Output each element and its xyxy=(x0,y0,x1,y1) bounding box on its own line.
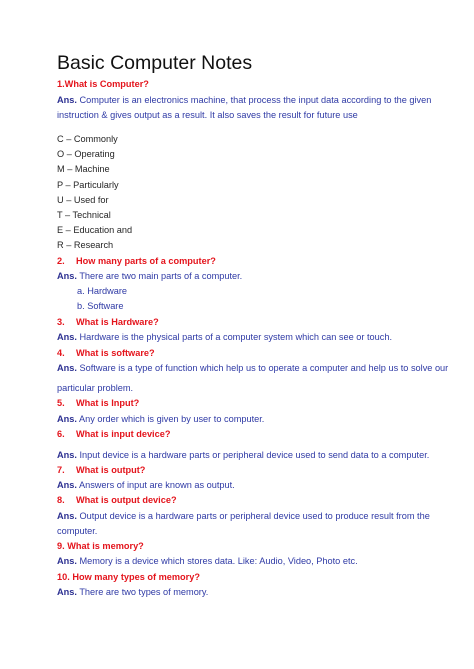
answer-text: Hardware is the physical parts of a computer system which can see or touch. xyxy=(79,332,392,342)
acronym-item: O – Operating xyxy=(57,149,115,159)
acronym-item: R – Research xyxy=(57,240,114,250)
acronym-item: P – Particularly xyxy=(57,180,119,190)
answer-7 xyxy=(57,479,235,491)
question-number: 2. xyxy=(57,256,65,266)
question-number: 7. xyxy=(57,465,65,475)
answer-5 xyxy=(57,413,264,425)
question-9: 9. What is memory? xyxy=(57,541,144,551)
acronym-item: E – Education and xyxy=(57,225,133,235)
answer-label: Ans. xyxy=(57,363,77,373)
part-item-hardware: a. Hardware xyxy=(77,286,128,296)
question-text: What is Hardware? xyxy=(76,317,159,327)
answer-8-line-1 xyxy=(57,510,430,522)
question-4 xyxy=(57,347,155,359)
question-text: What is Input? xyxy=(76,398,140,408)
acronym-item: C – Commonly xyxy=(57,134,118,144)
answer-4-line-2: particular problem. xyxy=(57,383,134,393)
answer-text: Memory is a device which stores data. Like: Audio, Video, Photo etc. xyxy=(79,556,358,566)
part-item-software: b. Software xyxy=(77,301,124,311)
question-number: 6. xyxy=(57,429,65,439)
answer-label: Ans. xyxy=(57,511,77,521)
answer-text: Input device is a hardware parts or peripheral device used to send data to a computer. xyxy=(79,450,430,460)
answer-text: Computer is an electronics machine, that process the input data according to the given xyxy=(79,95,432,105)
answer-10 xyxy=(57,586,208,598)
answer-label: Ans. xyxy=(57,556,77,566)
question-2 xyxy=(57,255,216,267)
question-10: 10. How many types of memory? xyxy=(57,572,200,582)
question-8 xyxy=(57,494,177,506)
question-number: 5. xyxy=(57,398,65,408)
answer-text: There are two types of memory. xyxy=(79,587,209,597)
answer-9 xyxy=(57,555,358,567)
question-5 xyxy=(57,397,139,409)
answer-label: Ans. xyxy=(57,587,77,597)
answer-text: Software is a type of function which help us to operate a computer and help us to solve our xyxy=(79,363,449,373)
answer-text: Answers of input are known as output. xyxy=(78,480,235,490)
answer-label: Ans. xyxy=(57,480,77,490)
answer-text: Output device is a hardware parts or peripheral device used to produce result from the xyxy=(79,511,430,521)
question-number: 8. xyxy=(57,495,65,505)
question-text: What is input device? xyxy=(76,429,171,439)
acronym-item: T – Technical xyxy=(57,210,111,220)
answer-label: Ans. xyxy=(57,332,77,342)
document-title: Basic Computer Notes xyxy=(57,52,253,74)
answer-text: Any order which is given by user to computer. xyxy=(78,414,265,424)
answer-text: There are two main parts of a computer. xyxy=(79,271,243,281)
acronym-item: U – Used for xyxy=(57,195,109,205)
question-3 xyxy=(57,316,159,328)
question-number: 3. xyxy=(57,317,65,327)
answer-8-line-2: computer. xyxy=(57,526,98,536)
question-number: 4. xyxy=(57,348,65,358)
question-text: What is output? xyxy=(76,465,146,475)
question-text: How many parts of a computer? xyxy=(76,256,216,266)
answer-label: Ans. xyxy=(57,450,77,460)
question-text: What is software? xyxy=(76,348,155,358)
answer-3 xyxy=(57,331,392,343)
question-6 xyxy=(57,428,170,440)
acronym-item: M – Machine xyxy=(57,164,110,174)
answer-2 xyxy=(57,270,242,282)
answer-label: Ans. xyxy=(57,95,77,105)
answer-label: Ans. xyxy=(57,414,77,424)
answer-1-line-1 xyxy=(57,94,431,106)
question-7 xyxy=(57,464,145,476)
answer-label: Ans. xyxy=(57,271,77,281)
answer-1-line-2: instruction & gives output as a result. It also saves the result for future use xyxy=(57,110,358,120)
question-1: 1.What is Computer? xyxy=(57,79,149,89)
answer-6 xyxy=(57,449,429,461)
answer-4-line-1 xyxy=(57,362,448,374)
question-text: What is output device? xyxy=(76,495,177,505)
